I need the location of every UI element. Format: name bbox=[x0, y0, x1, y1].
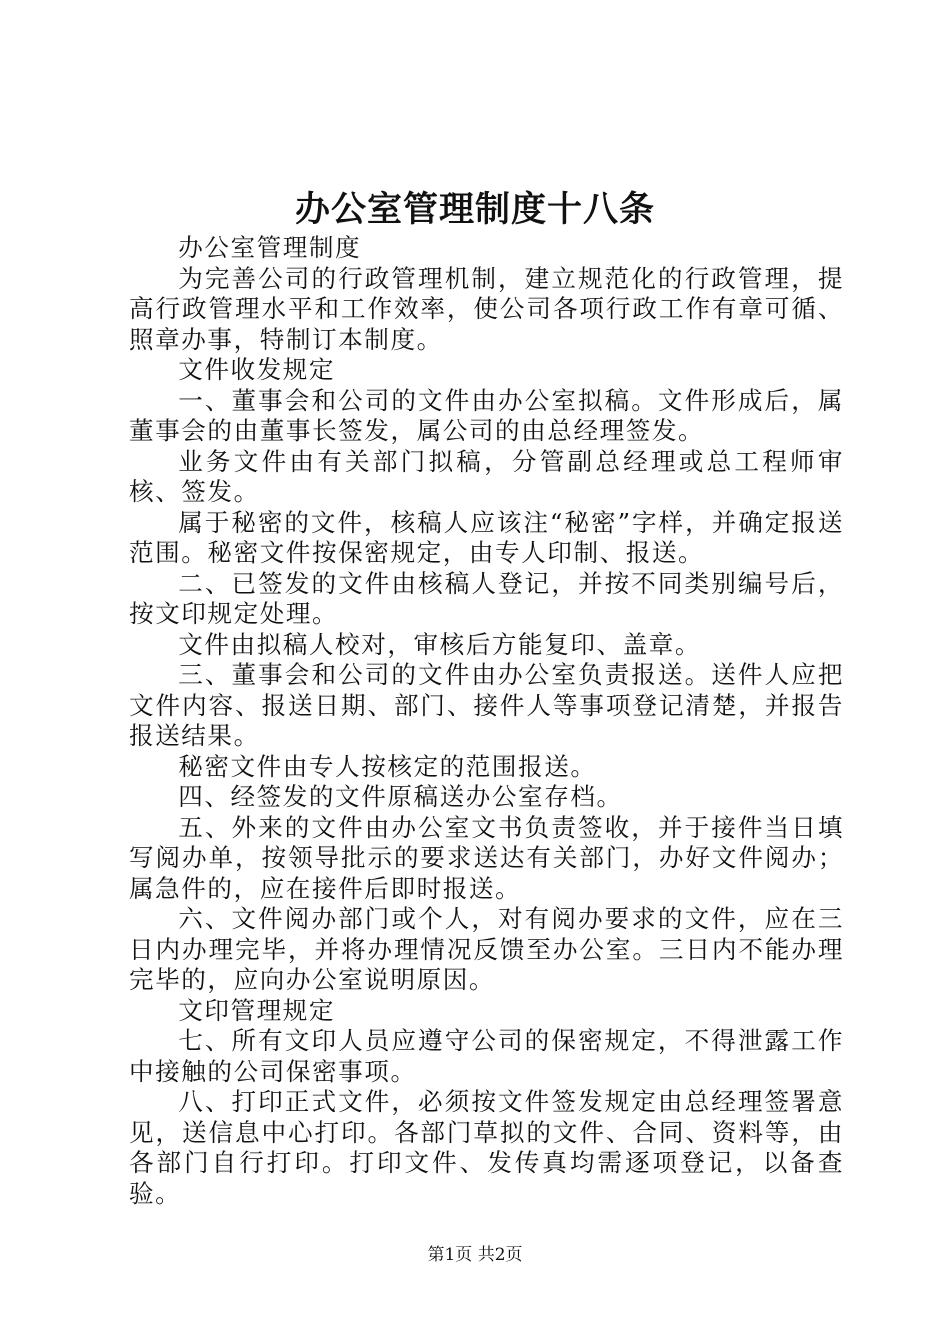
paragraph: 属于秘密的文件，核稿人应该注“秘密”字样，并确定报送范围。秘密文件按保密规定，由专人印制、报送。 bbox=[129, 507, 844, 567]
paragraph: 二、已签发的文件由核稿人登记，并按不同类别编号后，按文印规定处理。 bbox=[129, 568, 844, 628]
paragraph: 办公室管理制度 bbox=[178, 233, 362, 262]
paragraph: 为完善公司的行政管理机制，建立规范化的行政管理，提高行政管理水平和工作效率，使公司各项行政工作有章可循、照章办事，特制订本制度。 bbox=[129, 263, 844, 354]
document-body bbox=[129, 233, 844, 1209]
paragraph: 秘密文件由专人按核定的范围报送。 bbox=[178, 751, 597, 781]
page-footer: 第1页 共2页 bbox=[427, 1245, 523, 1265]
paragraph: 六、文件阅办部门或个人，对有阅办要求的文件，应在三日内办理完毕，并将办理情况反馈至办公室。三日内不能办理完毕的，应向办公室说明原因。 bbox=[129, 904, 844, 994]
paragraph: 一、董事会和公司的文件由办公室拟稿。文件形成后，属董事会的由董事长签发，属公司的由总经理签发。 bbox=[129, 385, 844, 445]
paragraph: 五、外来的文件由办公室文书负责签收，并于接件当日填写阅办单，按领导批示的要求送达有关部门，办好文件阅办；属急件的，应在接件后即时报送。 bbox=[129, 812, 844, 903]
paragraph: 业务文件由有关部门拟稿，分管副总经理或总工程师审核、签发。 bbox=[129, 446, 844, 506]
paragraph: 八、打印正式文件，必须按文件签发规定由总经理签署意见，送信息中心打印。各部门草拟的文件、合同、资料等，由各部门自行打印。打印文件、发传真均需逐项登记，以备查验。 bbox=[129, 1087, 844, 1208]
paragraph: 文件由拟稿人校对，审核后方能复印、盖章。 bbox=[178, 629, 702, 659]
paragraph: 三、董事会和公司的文件由办公室负责报送。送件人应把文件内容、报送日期、部门、接件人等事项登记清楚，并报告报送结果。 bbox=[129, 660, 844, 750]
section-heading: 文件收发规定 bbox=[178, 355, 336, 384]
section-heading: 文印管理规定 bbox=[178, 995, 336, 1025]
paragraph: 七、所有文印人员应遵守公司的保密规定，不得泄露工作中接触的公司保密事项。 bbox=[129, 1026, 844, 1086]
paragraph: 四、经签发的文件原稿送办公室存档。 bbox=[178, 782, 623, 811]
document-title: 办公室管理制度十八条 bbox=[294, 189, 655, 230]
